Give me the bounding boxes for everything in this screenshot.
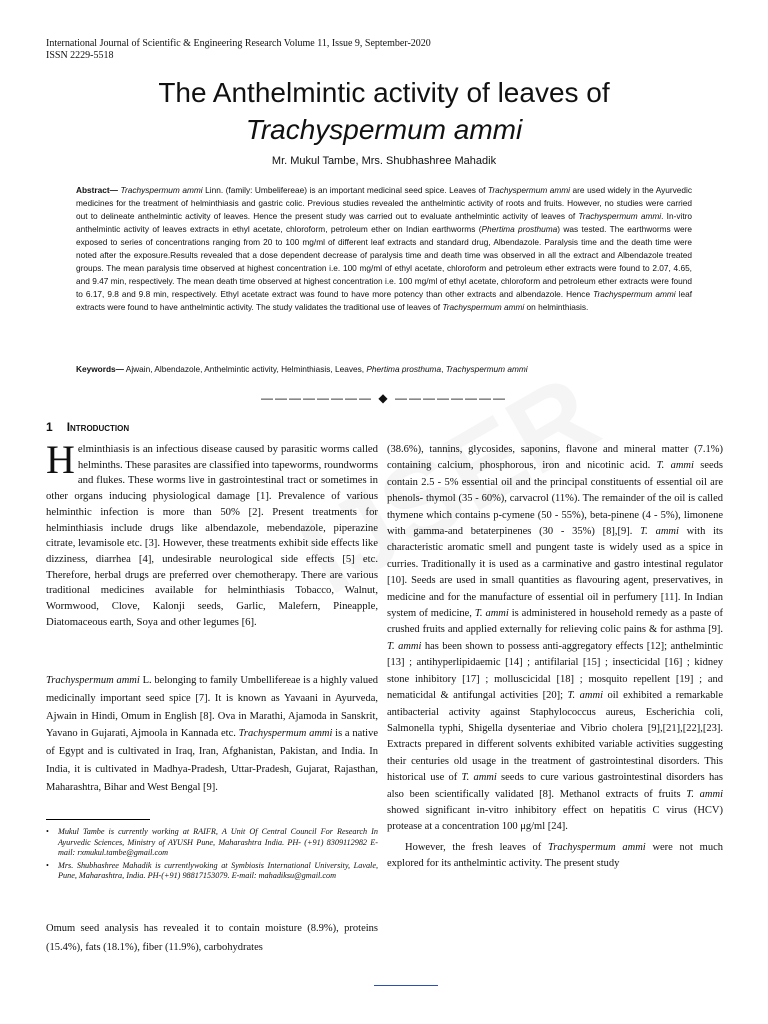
paragraph-text: is administered in household remedy as a paste of crushed fruits and applied externally for relieving colic pains & for asthma [9].: [387, 608, 723, 636]
journal-header: [46, 38, 431, 62]
intro-paragraph-1-text: elminthiasis is an infectious disease caused by parasitic worms called helminths. These parasites are classified into tapeworms, roundworms and flukes. These worms live in gastrointestinal tract or sometimes in other organs inducing physiological damage [1]. Prevalence of various helminthic infection is more than 50% [2]. Present treatments for helminthiasis include drugs like albendazole, mebendazole, piperazine citrate, levamisole etc. [3]. However, these treatments exhibit side effects like dizziness, diarrhea [4], undesirable neurological side effects [5] etc. Therefore, herbal drugs are preferred over chemotherapy. There are various traditional medicines available for helminthiasis Tobacco, Walnut, Wormwood, Clove, Kalonji seeds, Garlic, Malefern, Pineapple, Diatomaceous earth, Soya and other legumes [6].: [46, 443, 378, 628]
keywords-text: Ajwain, Albendazole, Anthelmintic activity, Helminthiasis, Leaves,: [123, 364, 367, 374]
paragraph-text: oil exhibited a remarkable antibacterial activity against Staphylococcus aureus, Escherichia coli, Salmonella typhi, Shigella dysenteriae and Vibrio cholera [9],[21],[22],[23]. Extracts prepared in different solvents exhibited variable activities suggesting their centuries old usage in the treatment of gastrointestinal disorders. This historical use of: [387, 690, 723, 784]
paragraph-text: with its characteristic aromatic smell and pungent taste is widely used as a spice in curries. Traditionally it is used as a carminative and gastro intestinal regulator [10]. Seeds are used in small quantities as flavouring agent, preservatives, in medicine and for the manufacture of essential oil in perfumery [11]. In Indian system of medicine,: [387, 526, 724, 620]
right-paragraph-2: [387, 840, 723, 873]
abstract-species: Trachyspermum ammi: [578, 211, 662, 221]
species-abbrev: T. ammi: [387, 640, 422, 652]
footnote-text: Mukul Tambe is currently working at RAIFR, A Unit Of Central Council For Research In Ayurvedic Sciences, Ministry of AYUSH Pune, Maharashtra India. PH- (+91) 8309112982 E-mail: rxmukul.tambe@gmail.com: [58, 827, 378, 857]
footnote-1: [46, 827, 378, 859]
drop-cap: H: [46, 437, 75, 482]
bullet-icon: •: [46, 860, 49, 870]
section-heading: [46, 420, 129, 434]
paragraph-text: However, the fresh leaves of: [405, 841, 549, 853]
abstract-species: Trachyspermum ammi: [487, 185, 571, 195]
keyword-species: Phertima prosthuma: [366, 364, 442, 374]
right-paragraph-1: [387, 442, 723, 836]
paragraph-text: showed significant in-vitro inhibitory effect on hepatitis C virus (HCV) protease at a concentration 100 μg/ml [24].: [387, 804, 723, 833]
abstract-text: ) was tested. The earthworms were exposed to series of concentrations ranging from 20 to 100 mg/ml of different leaf extracts and standard drug, Albendazole. Paralysis time and the death time were noted after the exposure.Results revealed that a dose dependent decrease of paralysis time and death time was observed in all the extract and Albendazole treated groups. The mean paralysis time observed at highest concentration i.e. 100 mg/ml of ethyl acetate, chloroform and petroleum ether extracts were found to 2.07, 4.65, and 9.47 min, respectively. The mean death time observed at highest concentration i.e. 100 mg/ml of ethyl acetate, chloroform and petroleum ether extracts were found to 6.17, 9.8 and 9.8 min, respectively. Ethyl acetate extract was found to have more potency than other extracts and albendazole. Hence: [76, 224, 692, 299]
species-abbrev: T. ammi: [640, 526, 679, 538]
paragraph-text: has been shown to possess anti-aggregatory effects [12]; anthelmintic [13] ; antihyperlipidaemic [14] ; antifilarial [15] ; insecticidal [16] ; kidney stone inhibitory [17] ; molluscicidal [18] ; mosquito repellent [19] ; and nematicidal & antifungal activities [20];: [387, 640, 723, 702]
keywords-separator: ,: [441, 364, 446, 374]
paragraph-text: seeds to cure various gastrointestinal disorders has also been scientifically validated [8]. Methanol extracts of fruits: [387, 772, 723, 800]
abstract-text: are used widely in the Ayurvedic medicines for the treatment of helminthiasis and gastric colic. Previous studies revealed the anthelmintic activity of roots and fruits. However, no studies were carried out to delineate anthelmintic activity of leaves. Hence the present study was carried out to evaluate anthelmintic activity of leaves of: [76, 185, 693, 221]
footnote-text: Mrs. Shubhashree Mahadik is currentlywoking at Symbiosis International University, Lavale, Pune, Maharashtra, India. PH-(+91) 98817153079. E-mail: mahadiksu@gmail.com: [58, 860, 378, 880]
paper-title-line2: Trachyspermum ammi: [245, 114, 523, 145]
journal-info: International Journal of Scientific & Engineering Research Volume 11, Issue 9, September-2020: [46, 38, 431, 49]
keywords-label: Keywords—: [76, 364, 124, 374]
intro-paragraph-3: Omum seed analysis has revealed it to contain moisture (8.9%), proteins (15.4%), fats (18.1%), fiber (11.9%), carbohydrates: [46, 923, 378, 953]
paragraph-text: were not much explored for its anthelmintic activity. The present study: [387, 841, 723, 870]
keyword-species: Trachyspermum ammi: [445, 364, 528, 374]
abstract-text: . In-vitro anthelmintic activity of leaves extracts in ethyl acetate, chloroform, petroleum ether on Indian earthworms (: [76, 211, 693, 234]
paper-title-line1: The Anthelmintic activity of leaves of: [158, 77, 610, 108]
paragraph-text: is a native of Egypt and is cultivated in Iraq, Iran, Afghanistan, Pakistan, and India. In India, it is cultivated in Madhya-Pradesh, Uttar-Pradesh, Gujarat, Rajasthan, Maharashtra, Bihar and West Bengal [9].: [46, 728, 379, 793]
abstract-text: on helminthiasis.: [524, 302, 589, 312]
issn: ISSN 2229-5518: [46, 50, 114, 61]
species-abbrev: T. ammi: [461, 772, 497, 784]
keywords: [76, 363, 692, 376]
species-name: Trachyspermum ammi: [238, 728, 333, 740]
abstract-species: Phertima prosthuma: [481, 224, 558, 234]
bullet-icon: •: [46, 827, 49, 836]
section-divider: ———————— ◆ ————————: [261, 391, 507, 405]
right-column: [387, 442, 723, 873]
abstract: [76, 184, 692, 314]
abstract-text: Linn. (family: Umbelifereae) is an important medicinal seed spice. Leaves of: [202, 185, 488, 195]
paragraph-text: seeds contain 2.5 - 5% essential oil and the principal constituents of essential oil are phenols- thymol (35 - 60%), carvacrol (11%). The remainder of the oil is called thymene which contains p-cymene (50 - 55%), beta-pinene (4 - 5%), limonene with gamma-and betaterpinenes (30 - 35%) [8],[9].: [387, 460, 723, 538]
species-abbrev: T. ammi: [474, 608, 509, 620]
footnote-rule: [46, 819, 150, 820]
author-footnotes: [46, 827, 378, 884]
intro-paragraph-1: [46, 437, 378, 630]
abstract-label: Abstract—: [76, 185, 118, 195]
section-title: Introduction: [66, 420, 130, 434]
authors: Mr. Mukul Tambe, Mrs. Shubhashree Mahadik: [271, 155, 497, 167]
species-abbrev: T. ammi: [686, 788, 723, 800]
species-abbrev: T. ammi: [656, 460, 694, 472]
abstract-text: leaf extracts were found to have anthelmintic activity. The study validates the traditional use of leaves of: [76, 289, 693, 312]
abstract-species: Trachyspermum ammi: [120, 185, 203, 195]
page-footer-rule: [374, 985, 438, 986]
abstract-species: Trachyspermum ammi: [442, 302, 525, 312]
footnote-2: [46, 861, 378, 882]
section-number: 1: [46, 420, 53, 434]
species-name: Trachyspermum ammi: [46, 675, 140, 686]
paragraph-text: (38.6%), tannins, glycosides, saponins, flavone and mineral matter (7.1%) containing calcium, phosphorous, iron and nicotinic acid.: [387, 444, 723, 472]
species-abbrev: T. ammi: [567, 690, 603, 702]
intro-paragraph-2: [46, 672, 378, 797]
paragraph-text: L. belonging to family Umbellifereae is a highly valued medicinally important seed spice [7]. It is known as Yavaani in Ayurveda, Ajwain in Hindi, Omum in English [8]. Ova in Marathi, Ajamoda in Sanskrit, Yavano in Gujarati, Ajmoola in Kannada etc.: [46, 675, 378, 740]
abstract-species: Trachyspermum ammi: [593, 289, 676, 299]
species-name: Trachyspermum ammi: [548, 841, 646, 853]
